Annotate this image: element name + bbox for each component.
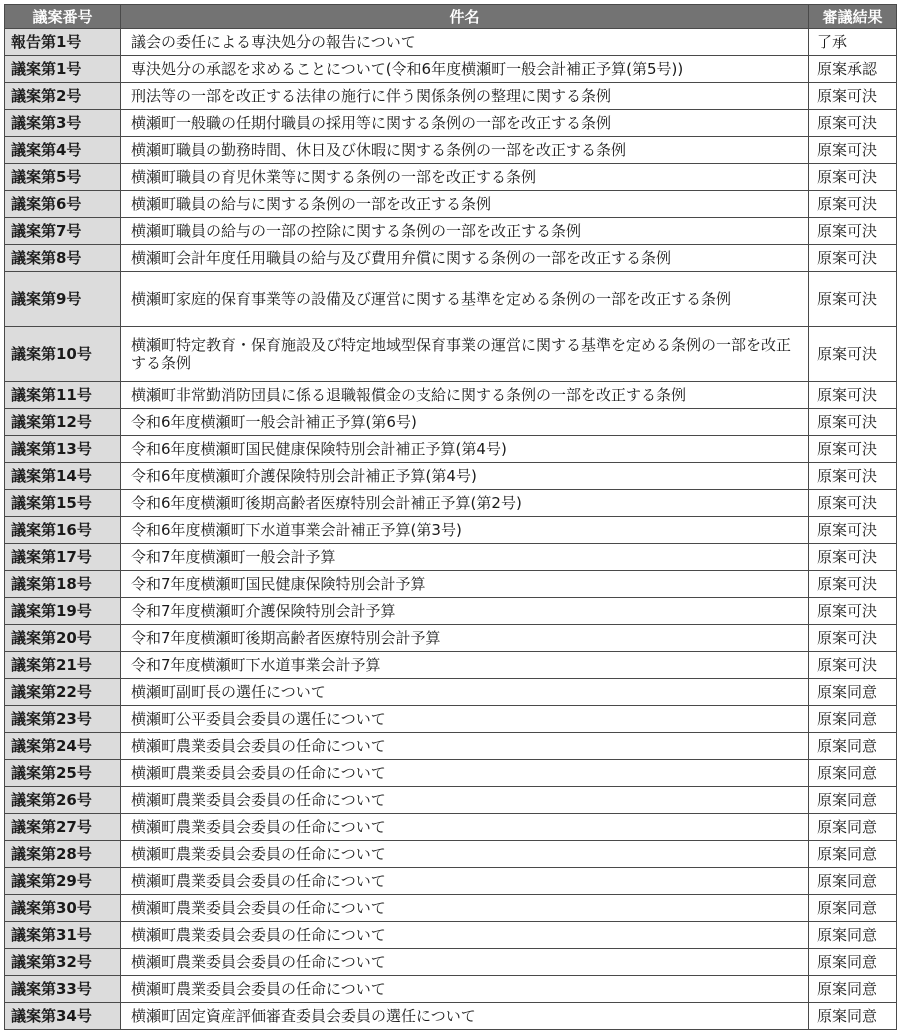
bill-number-cell: 議案第29号 — [5, 868, 121, 895]
table-row — [5, 164, 897, 191]
table-row — [5, 327, 897, 382]
table-row — [5, 922, 897, 949]
bill-number-cell: 議案第24号 — [5, 733, 121, 760]
bill-result-cell: 原案可決 — [809, 463, 897, 490]
bill-result-cell: 原案承認 — [809, 56, 897, 83]
table-row — [5, 517, 897, 544]
bill-number-cell: 議案第23号 — [5, 706, 121, 733]
bill-title-cell: 横瀬町農業委員会委員の任命について — [121, 976, 809, 1003]
bill-title-cell: 横瀬町農業委員会委員の任命について — [121, 895, 809, 922]
bill-number-cell: 議案第3号 — [5, 110, 121, 137]
bill-title-cell: 横瀬町家庭的保育事業等の設備及び運営に関する基準を定める条例の一部を改正する条例 — [121, 272, 809, 327]
bill-number-cell: 議案第30号 — [5, 895, 121, 922]
bill-number-cell: 議案第15号 — [5, 490, 121, 517]
bill-result-cell: 原案同意 — [809, 706, 897, 733]
bill-number-cell: 議案第5号 — [5, 164, 121, 191]
bill-result-cell: 原案可決 — [809, 191, 897, 218]
table-row — [5, 652, 897, 679]
bill-title-cell: 横瀬町農業委員会委員の任命について — [121, 949, 809, 976]
bill-result-cell: 原案同意 — [809, 922, 897, 949]
bill-title-cell: 横瀬町職員の育児休業等に関する条例の一部を改正する条例 — [121, 164, 809, 191]
bill-result-cell: 原案同意 — [809, 1003, 897, 1030]
bill-number-cell: 議案第25号 — [5, 760, 121, 787]
table-row — [5, 272, 897, 327]
bill-result-cell: 原案可決 — [809, 571, 897, 598]
bill-result-cell: 原案可決 — [809, 625, 897, 652]
table-row — [5, 245, 897, 272]
table-row — [5, 137, 897, 164]
bill-result-cell: 原案可決 — [809, 490, 897, 517]
bill-number-cell: 議案第34号 — [5, 1003, 121, 1030]
table-row — [5, 733, 897, 760]
bill-result-cell: 原案可決 — [809, 517, 897, 544]
bill-number-cell: 議案第12号 — [5, 409, 121, 436]
bill-number-cell: 議案第2号 — [5, 83, 121, 110]
table-row — [5, 571, 897, 598]
bill-title-cell: 令和6年度横瀬町一般会計補正予算(第6号) — [121, 409, 809, 436]
bill-number-cell: 議案第28号 — [5, 841, 121, 868]
table-row — [5, 490, 897, 517]
table-row — [5, 409, 897, 436]
bill-number-cell: 議案第27号 — [5, 814, 121, 841]
bill-result-cell: 原案同意 — [809, 895, 897, 922]
bill-title-cell: 横瀬町職員の給与に関する条例の一部を改正する条例 — [121, 191, 809, 218]
bill-title-cell: 横瀬町職員の勤務時間、休日及び休暇に関する条例の一部を改正する条例 — [121, 137, 809, 164]
table-row — [5, 679, 897, 706]
bill-title-cell: 横瀬町農業委員会委員の任命について — [121, 733, 809, 760]
bill-result-cell: 原案可決 — [809, 327, 897, 382]
bill-number-cell: 議案第33号 — [5, 976, 121, 1003]
table-row — [5, 976, 897, 1003]
bill-title-cell: 横瀬町一般職の任期付職員の採用等に関する条例の一部を改正する条例 — [121, 110, 809, 137]
bill-title-cell: 横瀬町特定教育・保育施設及び特定地域型保育事業の運営に関する基準を定める条例の一部を改正する条例 — [121, 327, 809, 382]
table-row — [5, 83, 897, 110]
bill-number-cell: 議案第32号 — [5, 949, 121, 976]
bill-result-cell: 原案可決 — [809, 272, 897, 327]
bill-result-cell: 原案可決 — [809, 218, 897, 245]
table-body — [5, 29, 897, 1030]
bill-title-cell: 横瀬町農業委員会委員の任命について — [121, 760, 809, 787]
bill-result-cell: 原案同意 — [809, 760, 897, 787]
table-row — [5, 436, 897, 463]
table-row — [5, 29, 897, 56]
bill-title-cell: 横瀬町農業委員会委員の任命について — [121, 787, 809, 814]
table-row — [5, 598, 897, 625]
table-row — [5, 949, 897, 976]
table-header-row — [5, 5, 897, 29]
bill-number-cell: 議案第1号 — [5, 56, 121, 83]
bill-title-cell: 令和6年度横瀬町下水道事業会計補正予算(第3号) — [121, 517, 809, 544]
table-row — [5, 218, 897, 245]
table-row — [5, 895, 897, 922]
bill-result-cell: 原案可決 — [809, 598, 897, 625]
bill-title-cell: 横瀬町公平委員会委員の選任について — [121, 706, 809, 733]
column-header-title: 件名 — [121, 5, 809, 29]
bill-result-cell: 原案可決 — [809, 436, 897, 463]
bill-title-cell: 令和6年度横瀬町国民健康保険特別会計補正予算(第4号) — [121, 436, 809, 463]
table-row — [5, 787, 897, 814]
table-row — [5, 814, 897, 841]
table-row — [5, 191, 897, 218]
bill-number-cell: 議案第19号 — [5, 598, 121, 625]
bill-result-cell: 原案可決 — [809, 652, 897, 679]
table-row — [5, 1003, 897, 1030]
bill-title-cell: 横瀬町職員の給与の一部の控除に関する条例の一部を改正する条例 — [121, 218, 809, 245]
bill-result-cell: 原案可決 — [809, 164, 897, 191]
bill-title-cell: 刑法等の一部を改正する法律の施行に伴う関係条例の整理に関する条例 — [121, 83, 809, 110]
bill-number-cell: 議案第11号 — [5, 382, 121, 409]
table-row — [5, 760, 897, 787]
bill-result-cell: 原案同意 — [809, 733, 897, 760]
bill-number-cell: 議案第8号 — [5, 245, 121, 272]
column-header-number: 議案番号 — [5, 5, 121, 29]
bill-title-cell: 横瀬町副町長の選任について — [121, 679, 809, 706]
table-row — [5, 706, 897, 733]
bill-result-cell: 原案同意 — [809, 679, 897, 706]
bill-number-cell: 議案第4号 — [5, 137, 121, 164]
table-row — [5, 544, 897, 571]
bill-title-cell: 令和7年度横瀬町後期高齢者医療特別会計予算 — [121, 625, 809, 652]
bill-number-cell: 議案第9号 — [5, 272, 121, 327]
bill-number-cell: 議案第17号 — [5, 544, 121, 571]
bill-number-cell: 議案第14号 — [5, 463, 121, 490]
bill-result-cell: 原案可決 — [809, 83, 897, 110]
bill-result-cell: 了承 — [809, 29, 897, 56]
bill-title-cell: 令和6年度横瀬町介護保険特別会計補正予算(第4号) — [121, 463, 809, 490]
bill-result-cell: 原案同意 — [809, 841, 897, 868]
table-row — [5, 463, 897, 490]
bill-title-cell: 横瀬町農業委員会委員の任命について — [121, 814, 809, 841]
bill-title-cell: 議会の委任による専決処分の報告について — [121, 29, 809, 56]
bill-title-cell: 令和7年度横瀬町下水道事業会計予算 — [121, 652, 809, 679]
bill-result-cell: 原案可決 — [809, 409, 897, 436]
bill-title-cell: 横瀬町会計年度任用職員の給与及び費用弁償に関する条例の一部を改正する条例 — [121, 245, 809, 272]
table-row — [5, 868, 897, 895]
table-row — [5, 841, 897, 868]
bill-number-cell: 議案第10号 — [5, 327, 121, 382]
bill-result-cell: 原案可決 — [809, 544, 897, 571]
bill-title-cell: 令和6年度横瀬町後期高齢者医療特別会計補正予算(第2号) — [121, 490, 809, 517]
bill-result-cell: 原案同意 — [809, 868, 897, 895]
bill-title-cell: 令和7年度横瀬町介護保険特別会計予算 — [121, 598, 809, 625]
bill-results-table — [4, 4, 897, 1030]
bill-result-cell: 原案可決 — [809, 245, 897, 272]
bill-result-cell: 原案可決 — [809, 382, 897, 409]
bill-number-cell: 報告第1号 — [5, 29, 121, 56]
bill-result-cell: 原案同意 — [809, 949, 897, 976]
table-row — [5, 56, 897, 83]
bill-title-cell: 令和7年度横瀬町一般会計予算 — [121, 544, 809, 571]
bill-result-cell: 原案同意 — [809, 976, 897, 1003]
bill-number-cell: 議案第7号 — [5, 218, 121, 245]
bill-number-cell: 議案第13号 — [5, 436, 121, 463]
bill-number-cell: 議案第21号 — [5, 652, 121, 679]
bill-title-cell: 令和7年度横瀬町国民健康保険特別会計予算 — [121, 571, 809, 598]
bill-title-cell: 横瀬町農業委員会委員の任命について — [121, 922, 809, 949]
bill-title-cell: 横瀬町非常勤消防団員に係る退職報償金の支給に関する条例の一部を改正する条例 — [121, 382, 809, 409]
table-row — [5, 625, 897, 652]
bill-result-cell: 原案同意 — [809, 814, 897, 841]
bill-result-cell: 原案可決 — [809, 137, 897, 164]
bill-number-cell: 議案第16号 — [5, 517, 121, 544]
bill-title-cell: 専決処分の承認を求めることについて(令和6年度横瀬町一般会計補正予算(第5号)) — [121, 56, 809, 83]
bill-number-cell: 議案第6号 — [5, 191, 121, 218]
column-header-result: 審議結果 — [809, 5, 897, 29]
bill-number-cell: 議案第18号 — [5, 571, 121, 598]
bill-number-cell: 議案第31号 — [5, 922, 121, 949]
bill-title-cell: 横瀬町農業委員会委員の任命について — [121, 868, 809, 895]
table-row — [5, 110, 897, 137]
bill-number-cell: 議案第26号 — [5, 787, 121, 814]
bill-result-cell: 原案同意 — [809, 787, 897, 814]
bill-result-cell: 原案可決 — [809, 110, 897, 137]
bill-number-cell: 議案第20号 — [5, 625, 121, 652]
table-row — [5, 382, 897, 409]
bill-title-cell: 横瀬町農業委員会委員の任命について — [121, 841, 809, 868]
bill-title-cell: 横瀬町固定資産評価審査委員会委員の選任について — [121, 1003, 809, 1030]
bill-number-cell: 議案第22号 — [5, 679, 121, 706]
